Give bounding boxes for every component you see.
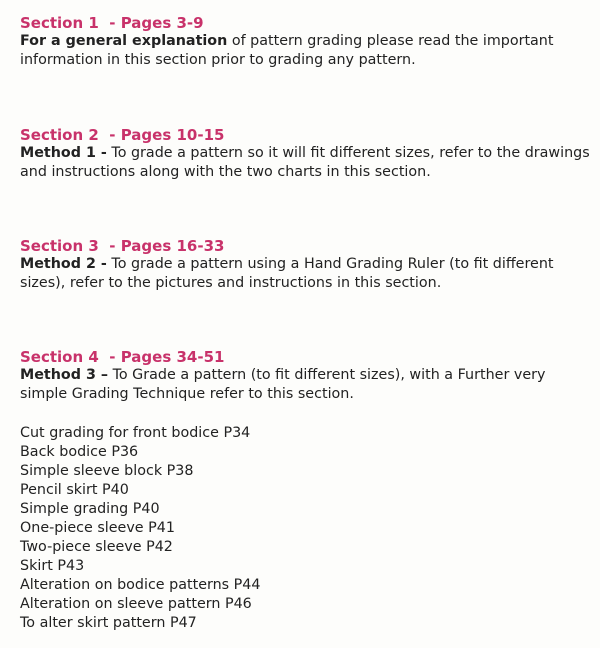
section-heading: Section 4 - Pages 34-51 [20, 348, 225, 366]
section-lead: For a general explanation [20, 33, 228, 49]
section-description [20, 144, 592, 182]
list-item: Alteration on sleeve pattern P46 [20, 596, 252, 612]
list-item: Simple sleeve block P38 [20, 463, 194, 479]
list-item: Two-piece sleeve P42 [20, 539, 173, 555]
list-item: To alter skirt pattern P47 [20, 615, 197, 631]
contents-list [20, 424, 580, 633]
list-item: Alteration on bodice patterns P44 [20, 577, 261, 593]
section-3 [20, 237, 592, 293]
list-item: Back bodice P36 [20, 444, 139, 460]
section-description [20, 366, 592, 404]
section-text: To Grade a pattern (to fit different sizes), with a Further very simple Grading Technique refer to this section. [20, 367, 546, 402]
list-item: Pencil skirt P40 [20, 482, 129, 498]
list-item: Skirt P43 [20, 558, 85, 574]
list-item: Cut grading for front bodice P34 [20, 425, 251, 441]
section-text: of pattern grading please read the important information in this section prior to grading any pattern. [20, 33, 554, 68]
section-lead: Method 2 - [20, 256, 107, 272]
section-description [20, 255, 592, 293]
section-description [20, 32, 592, 70]
section-heading: Section 1 - Pages 3-9 [20, 14, 204, 32]
section-1 [20, 14, 592, 70]
section-heading: Section 3 - Pages 16-33 [20, 237, 225, 255]
section-text: To grade a pattern so it will fit different sizes, refer to the drawings and instructions along with the two charts in this section. [20, 145, 590, 180]
section-heading: Section 2 - Pages 10-15 [20, 126, 225, 144]
list-item: One-piece sleeve P41 [20, 520, 175, 536]
section-text: To grade a pattern using a Hand Grading Ruler (to fit different sizes), refer to the pictures and instructions in this section. [20, 256, 554, 291]
section-4 [20, 348, 592, 404]
list-item: Simple grading P40 [20, 501, 160, 517]
section-lead: Method 1 - [20, 145, 107, 161]
section-lead: Method 3 – [20, 367, 109, 383]
section-2 [20, 126, 592, 182]
